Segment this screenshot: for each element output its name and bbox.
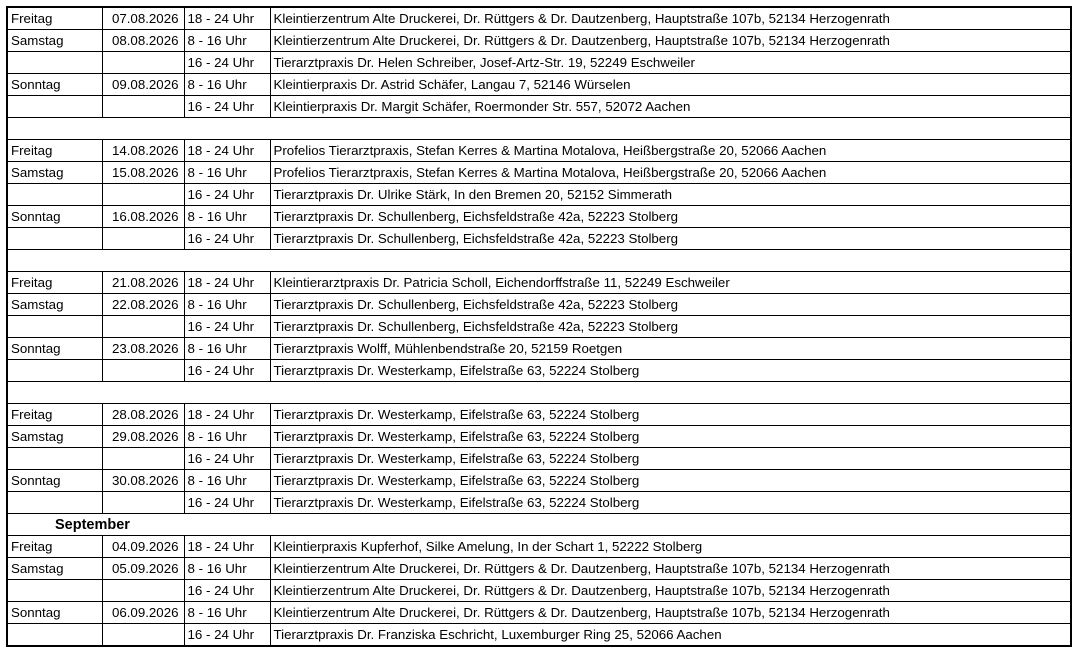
empty-cell <box>102 250 184 272</box>
day-cell: Freitag <box>7 536 102 558</box>
practice-cell: Tierarztpraxis Dr. Schullenberg, Eichsfeldstraße 42a, 52223 Stolberg <box>270 294 1071 316</box>
day-cell: Sonntag <box>7 74 102 96</box>
table-row <box>7 470 1071 492</box>
date-cell: 16.08.2026 <box>102 206 184 228</box>
week-separator-row <box>7 118 1071 140</box>
table-row <box>7 338 1071 360</box>
date-cell: 09.08.2026 <box>102 74 184 96</box>
date-cell <box>102 492 184 514</box>
date-cell <box>102 228 184 250</box>
time-cell: 8 - 16 Uhr <box>184 30 270 52</box>
time-cell: 8 - 16 Uhr <box>184 558 270 580</box>
table-row <box>7 558 1071 580</box>
schedule-body <box>7 7 1071 646</box>
table-row <box>7 272 1071 294</box>
time-cell: 16 - 24 Uhr <box>184 96 270 118</box>
time-cell: 18 - 24 Uhr <box>184 272 270 294</box>
practice-cell: Tierarztpraxis Wolff, Mühlenbendstraße 20, 52159 Roetgen <box>270 338 1071 360</box>
day-cell <box>7 360 102 382</box>
date-cell <box>102 316 184 338</box>
date-cell: 21.08.2026 <box>102 272 184 294</box>
practice-cell: Kleintierzentrum Alte Druckerei, Dr. Rüttgers & Dr. Dautzenberg, Hauptstraße 107b, 52134 Herzogenrath <box>270 558 1071 580</box>
time-cell: 16 - 24 Uhr <box>184 360 270 382</box>
empty-cell <box>7 250 102 272</box>
time-cell: 8 - 16 Uhr <box>184 162 270 184</box>
day-cell <box>7 316 102 338</box>
day-cell: Freitag <box>7 272 102 294</box>
day-cell: Samstag <box>7 30 102 52</box>
practice-cell: Tierarztpraxis Dr. Franziska Eschricht, Luxemburger Ring 25, 52066 Aachen <box>270 624 1071 647</box>
day-cell: Freitag <box>7 7 102 30</box>
empty-cell <box>270 118 1071 140</box>
time-cell: 8 - 16 Uhr <box>184 74 270 96</box>
day-cell <box>7 448 102 470</box>
day-cell: Samstag <box>7 294 102 316</box>
time-cell: 16 - 24 Uhr <box>184 624 270 647</box>
practice-cell: Tierarztpraxis Dr. Ulrike Stärk, In den Bremen 20, 52152 Simmerath <box>270 184 1071 206</box>
table-row <box>7 404 1071 426</box>
practice-cell: Kleintierpraxis Dr. Margit Schäfer, Roermonder Str. 557, 52072 Aachen <box>270 96 1071 118</box>
empty-cell <box>270 250 1071 272</box>
practice-cell: Profelios Tierarztpraxis, Stefan Kerres & Martina Motalova, Heißbergstraße 20, 52066 Aachen <box>270 162 1071 184</box>
day-cell <box>7 96 102 118</box>
day-cell <box>7 624 102 647</box>
practice-cell: Profelios Tierarztpraxis, Stefan Kerres & Martina Motalova, Heißbergstraße 20, 52066 Aachen <box>270 140 1071 162</box>
table-row <box>7 206 1071 228</box>
date-cell <box>102 52 184 74</box>
table-row <box>7 96 1071 118</box>
practice-cell: Tierarztpraxis Dr. Westerkamp, Eifelstraße 63, 52224 Stolberg <box>270 360 1071 382</box>
table-row <box>7 52 1071 74</box>
date-cell <box>102 96 184 118</box>
table-row <box>7 624 1071 647</box>
date-cell: 23.08.2026 <box>102 338 184 360</box>
date-cell: 05.09.2026 <box>102 558 184 580</box>
practice-cell: Kleintierzentrum Alte Druckerei, Dr. Rüttgers & Dr. Dautzenberg, Hauptstraße 107b, 52134 Herzogenrath <box>270 7 1071 30</box>
practice-cell: Tierarztpraxis Dr. Westerkamp, Eifelstraße 63, 52224 Stolberg <box>270 426 1071 448</box>
practice-cell: Kleintierzentrum Alte Druckerei, Dr. Rüttgers & Dr. Dautzenberg, Hauptstraße 107b, 52134 Herzogenrath <box>270 580 1071 602</box>
day-cell: Sonntag <box>7 206 102 228</box>
time-cell: 18 - 24 Uhr <box>184 404 270 426</box>
empty-cell <box>102 382 184 404</box>
table-row <box>7 492 1071 514</box>
table-row <box>7 7 1071 30</box>
time-cell: 16 - 24 Uhr <box>184 52 270 74</box>
day-cell <box>7 52 102 74</box>
practice-cell: Kleintierpraxis Kupferhof, Silke Amelung, In der Schart 1, 52222 Stolberg <box>270 536 1071 558</box>
day-cell: Samstag <box>7 426 102 448</box>
time-cell: 8 - 16 Uhr <box>184 338 270 360</box>
table-row <box>7 228 1071 250</box>
table-row <box>7 184 1071 206</box>
date-cell: 28.08.2026 <box>102 404 184 426</box>
day-cell <box>7 580 102 602</box>
day-cell <box>7 492 102 514</box>
table-row <box>7 74 1071 96</box>
table-row <box>7 294 1071 316</box>
day-cell: Samstag <box>7 558 102 580</box>
month-heading: September <box>7 514 1071 536</box>
practice-cell: Tierarztpraxis Dr. Westerkamp, Eifelstraße 63, 52224 Stolberg <box>270 470 1071 492</box>
table-row <box>7 316 1071 338</box>
date-cell: 04.09.2026 <box>102 536 184 558</box>
day-cell: Sonntag <box>7 602 102 624</box>
empty-cell <box>102 118 184 140</box>
day-cell: Freitag <box>7 404 102 426</box>
time-cell: 16 - 24 Uhr <box>184 316 270 338</box>
table-row <box>7 426 1071 448</box>
practice-cell: Kleintierpraxis Dr. Astrid Schäfer, Langau 7, 52146 Würselen <box>270 74 1071 96</box>
table-row <box>7 162 1071 184</box>
day-cell: Freitag <box>7 140 102 162</box>
practice-cell: Tierarztpraxis Dr. Schullenberg, Eichsfeldstraße 42a, 52223 Stolberg <box>270 228 1071 250</box>
date-cell <box>102 360 184 382</box>
empty-cell <box>7 382 102 404</box>
practice-cell: Tierarztpraxis Dr. Westerkamp, Eifelstraße 63, 52224 Stolberg <box>270 448 1071 470</box>
day-cell: Sonntag <box>7 338 102 360</box>
practice-cell: Tierarztpraxis Dr. Schullenberg, Eichsfeldstraße 42a, 52223 Stolberg <box>270 316 1071 338</box>
day-cell: Samstag <box>7 162 102 184</box>
date-cell <box>102 580 184 602</box>
time-cell: 18 - 24 Uhr <box>184 140 270 162</box>
practice-cell: Tierarztpraxis Dr. Westerkamp, Eifelstraße 63, 52224 Stolberg <box>270 404 1071 426</box>
time-cell: 8 - 16 Uhr <box>184 206 270 228</box>
empty-cell <box>184 382 270 404</box>
practice-cell: Kleintierzentrum Alte Druckerei, Dr. Rüttgers & Dr. Dautzenberg, Hauptstraße 107b, 52134 Herzogenrath <box>270 30 1071 52</box>
time-cell: 8 - 16 Uhr <box>184 426 270 448</box>
date-cell <box>102 624 184 647</box>
date-cell: 07.08.2026 <box>102 7 184 30</box>
date-cell <box>102 184 184 206</box>
time-cell: 8 - 16 Uhr <box>184 294 270 316</box>
week-separator-row <box>7 250 1071 272</box>
month-header-row <box>7 514 1071 536</box>
table-row <box>7 140 1071 162</box>
date-cell: 08.08.2026 <box>102 30 184 52</box>
table-row <box>7 30 1071 52</box>
time-cell: 16 - 24 Uhr <box>184 492 270 514</box>
time-cell: 16 - 24 Uhr <box>184 448 270 470</box>
empty-cell <box>184 250 270 272</box>
day-cell <box>7 184 102 206</box>
table-row <box>7 448 1071 470</box>
practice-cell: Kleintierzentrum Alte Druckerei, Dr. Rüttgers & Dr. Dautzenberg, Hauptstraße 107b, 52134 Herzogenrath <box>270 602 1071 624</box>
time-cell: 8 - 16 Uhr <box>184 602 270 624</box>
date-cell: 06.09.2026 <box>102 602 184 624</box>
emergency-service-table <box>6 6 1072 647</box>
date-cell: 30.08.2026 <box>102 470 184 492</box>
time-cell: 16 - 24 Uhr <box>184 228 270 250</box>
empty-cell <box>270 382 1071 404</box>
time-cell: 16 - 24 Uhr <box>184 580 270 602</box>
time-cell: 18 - 24 Uhr <box>184 536 270 558</box>
table-row <box>7 536 1071 558</box>
practice-cell: Kleintierarztpraxis Dr. Patricia Scholl, Eichendorffstraße 11, 52249 Eschweiler <box>270 272 1071 294</box>
empty-cell <box>7 118 102 140</box>
day-cell <box>7 228 102 250</box>
date-cell: 15.08.2026 <box>102 162 184 184</box>
date-cell: 22.08.2026 <box>102 294 184 316</box>
table-row <box>7 580 1071 602</box>
practice-cell: Tierarztpraxis Dr. Schullenberg, Eichsfeldstraße 42a, 52223 Stolberg <box>270 206 1071 228</box>
practice-cell: Tierarztpraxis Dr. Helen Schreiber, Josef-Artz-Str. 19, 52249 Eschweiler <box>270 52 1071 74</box>
time-cell: 16 - 24 Uhr <box>184 184 270 206</box>
practice-cell: Tierarztpraxis Dr. Westerkamp, Eifelstraße 63, 52224 Stolberg <box>270 492 1071 514</box>
table-row <box>7 360 1071 382</box>
day-cell: Sonntag <box>7 470 102 492</box>
time-cell: 8 - 16 Uhr <box>184 470 270 492</box>
date-cell: 14.08.2026 <box>102 140 184 162</box>
empty-cell <box>184 118 270 140</box>
table-row <box>7 602 1071 624</box>
week-separator-row <box>7 382 1071 404</box>
time-cell: 18 - 24 Uhr <box>184 7 270 30</box>
date-cell <box>102 448 184 470</box>
date-cell: 29.08.2026 <box>102 426 184 448</box>
